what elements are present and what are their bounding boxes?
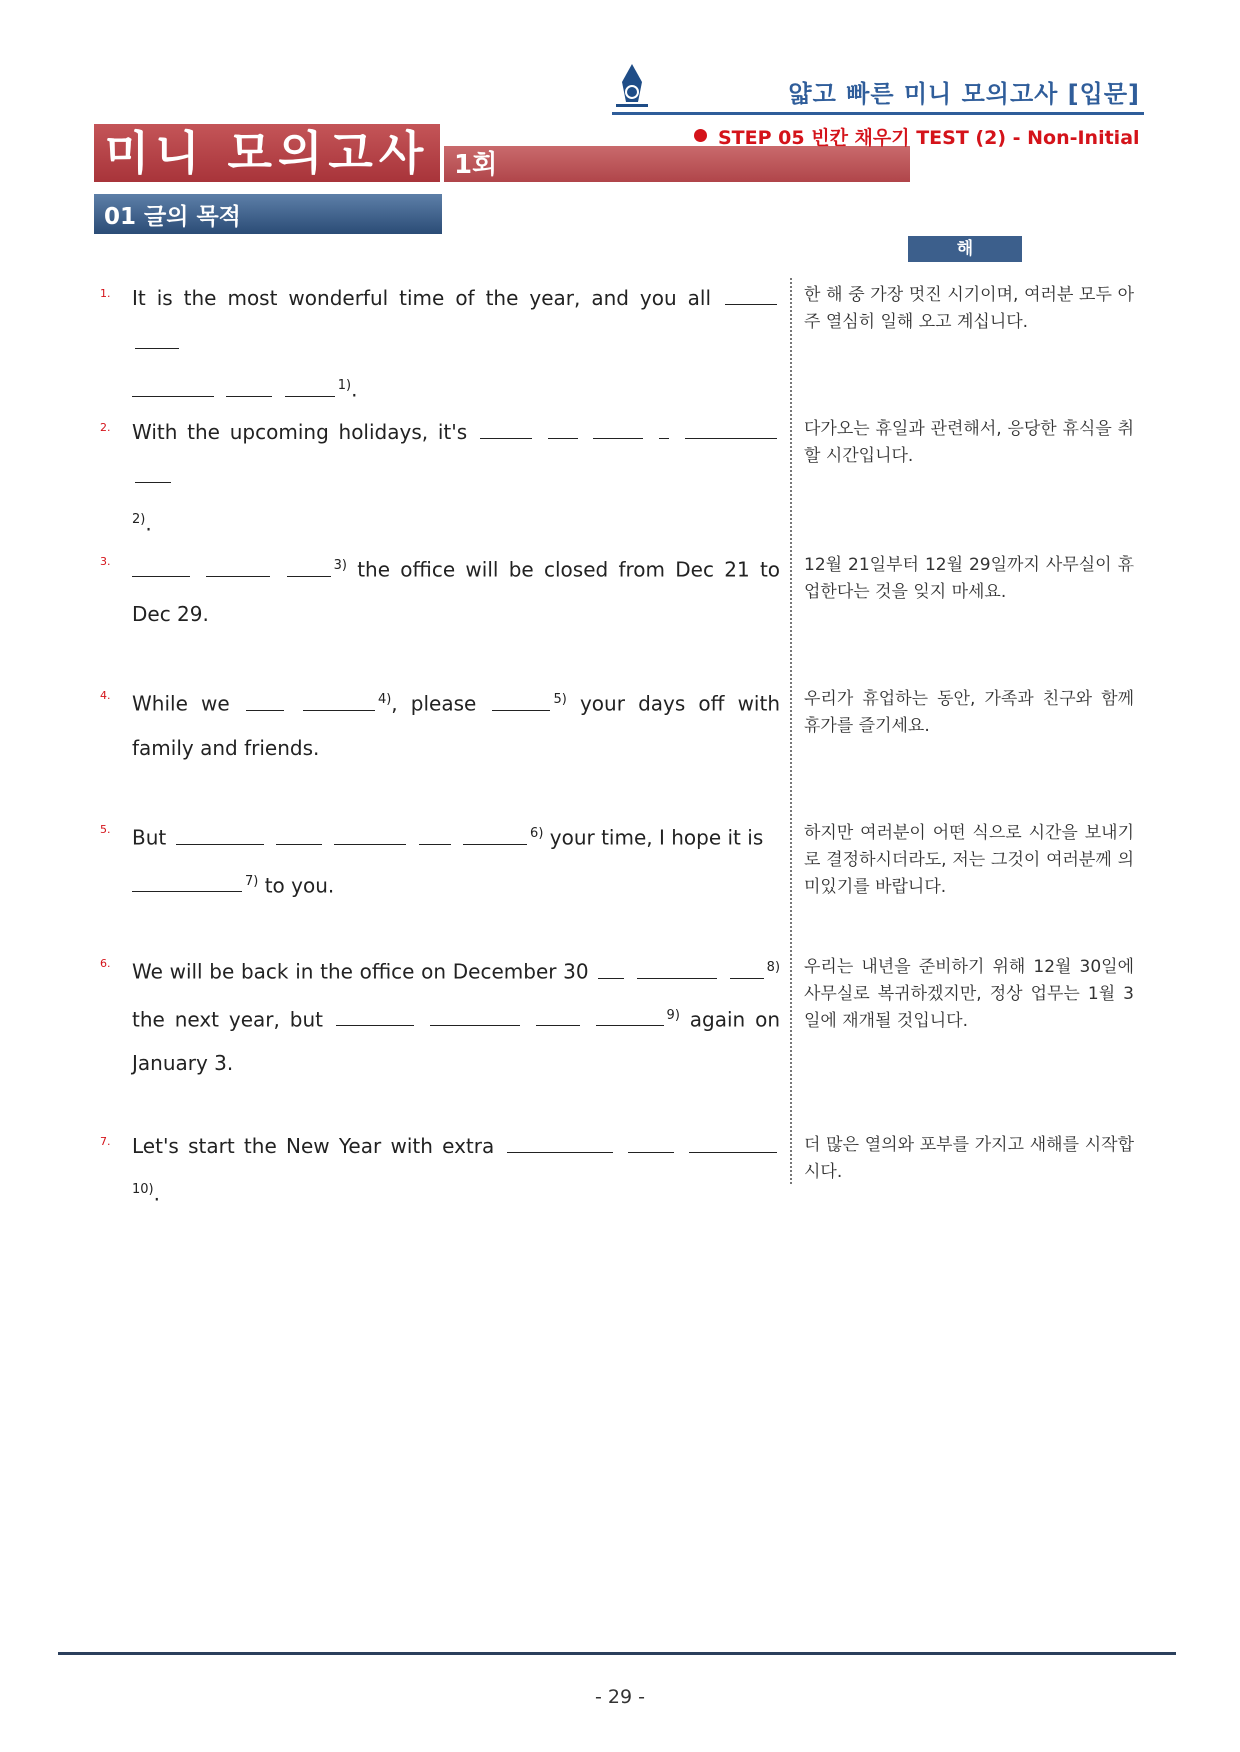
blank[interactable]	[548, 420, 578, 439]
question-text: your days off with family and friends.	[132, 691, 781, 760]
blank[interactable]	[334, 826, 406, 845]
question-2	[100, 410, 780, 546]
blank[interactable]	[176, 826, 264, 845]
blank-number: 2)	[132, 512, 146, 527]
blank[interactable]	[628, 1134, 674, 1153]
question-7	[100, 1124, 780, 1216]
blank[interactable]	[659, 420, 669, 439]
blank[interactable]	[135, 330, 179, 349]
translation-4: 우리가 휴업하는 동안, 가족과 친구와 함께 휴가를 즐기세요.	[804, 689, 1134, 736]
blank[interactable]	[303, 692, 375, 711]
question-number: 4.	[100, 689, 111, 702]
blank-number: 6)	[530, 826, 544, 841]
question-number: 1.	[100, 287, 111, 300]
main-title: 미니 모의고사	[94, 124, 440, 182]
blank[interactable]	[132, 378, 214, 397]
blank[interactable]	[637, 960, 717, 979]
translation-2: 다가오는 휴일과 관련해서, 응당한 휴식을 취할 시간입니다.	[804, 419, 1134, 466]
question-text: We will be back in the office on December 30	[132, 959, 589, 984]
blank[interactable]	[246, 692, 284, 711]
blank-number: 10)	[132, 1182, 154, 1197]
question-text: again on January 3.	[132, 1007, 781, 1076]
blank[interactable]	[463, 826, 527, 845]
column-divider	[790, 278, 792, 1184]
blank-number: 1)	[337, 378, 352, 393]
blank[interactable]	[419, 826, 451, 845]
blank[interactable]	[507, 1134, 613, 1153]
translation-7: 더 많은 열의와 포부를 가지고 새해를 시작합시다.	[804, 1135, 1134, 1182]
round-bar	[444, 146, 910, 182]
question-3	[100, 544, 780, 636]
question-text: the next year, but	[132, 1007, 323, 1032]
question-text: , please	[391, 691, 477, 716]
blank[interactable]	[430, 1007, 520, 1026]
blank[interactable]	[135, 464, 171, 483]
question-text: the office will be closed from Dec 21 to Dec 29.	[132, 557, 781, 626]
question-1	[100, 276, 780, 412]
blank[interactable]	[593, 420, 643, 439]
blank[interactable]	[492, 692, 550, 711]
question-text: .	[145, 511, 152, 536]
blank-number: 8)	[766, 960, 781, 975]
blank[interactable]	[287, 558, 331, 577]
question-number: 2.	[100, 421, 111, 434]
question-text: But	[132, 825, 167, 850]
question-text: It is the most wonderful time of the year, and you all	[132, 286, 712, 310]
translation-6: 우리는 내년을 준비하기 위해 12월 30일에 사무실로 복귀하겠지만, 정상 업무는 1월 3일에 재개될 것입니다.	[804, 957, 1134, 1031]
blank[interactable]	[206, 558, 270, 577]
question-number: 3.	[100, 555, 111, 568]
blank-number: 3)	[333, 558, 347, 573]
step-label: STEP 05 빈칸 채우기 TEST (2) - Non-Initial	[718, 127, 1140, 149]
blank[interactable]	[685, 420, 777, 439]
blank[interactable]	[480, 420, 532, 439]
bullet-dot-icon	[694, 129, 707, 142]
question-text: .	[153, 1181, 160, 1206]
blank[interactable]	[132, 558, 190, 577]
series-title: 얇고 빠른 미니 모의고사 [입문]	[788, 80, 1140, 108]
question-text: .	[351, 377, 358, 402]
translation-header: 해 석	[908, 236, 1022, 262]
question-text: your time, I hope it is	[549, 825, 764, 850]
question-text: While we	[132, 691, 230, 716]
page-number: - 29 -	[595, 1686, 645, 1708]
question-6	[100, 946, 780, 1085]
translation-5: 하지만 여러분이 어떤 식으로 시간을 보내기로 결정하시더라도, 저는 그것이 여러분께 의미있기를 바랍니다.	[804, 823, 1134, 897]
blank[interactable]	[226, 378, 272, 397]
question-number: 5.	[100, 823, 111, 836]
pen-nib-logo-icon	[612, 62, 652, 112]
translation-3: 12월 21일부터 12월 29일까지 사무실이 휴업한다는 것을 잊지 마세요.	[804, 555, 1134, 602]
question-text: Let's start the New Year with extra	[132, 1134, 495, 1158]
question-number: 6.	[100, 957, 111, 970]
blank[interactable]	[689, 1134, 777, 1153]
round-label: 1회	[454, 150, 498, 180]
blank-number: 9)	[666, 1007, 680, 1023]
question-4	[100, 678, 780, 770]
blank[interactable]	[276, 826, 322, 845]
question-5	[100, 812, 780, 907]
blank[interactable]	[730, 960, 764, 979]
section-title: 01 글의 목적	[94, 194, 442, 234]
footer-rule	[58, 1652, 1176, 1655]
question-number: 7.	[100, 1135, 111, 1148]
blank[interactable]	[336, 1007, 414, 1026]
blank[interactable]	[285, 378, 335, 397]
blank[interactable]	[536, 1007, 580, 1026]
blank[interactable]	[132, 873, 242, 892]
translation-1: 한 해 중 가장 멋진 시기이며, 여러분 모두 아주 열심히 일해 오고 계십니다.	[804, 285, 1134, 332]
blank-number: 5)	[553, 692, 567, 707]
header-rule	[612, 112, 1144, 115]
question-text: With the upcoming holidays, it's	[132, 420, 468, 444]
blank-number: 4)	[377, 692, 392, 707]
blank[interactable]	[598, 960, 624, 979]
blank[interactable]	[596, 1007, 664, 1026]
question-text: to you.	[264, 873, 335, 898]
blank-number: 7)	[245, 873, 259, 889]
blank[interactable]	[725, 286, 777, 305]
